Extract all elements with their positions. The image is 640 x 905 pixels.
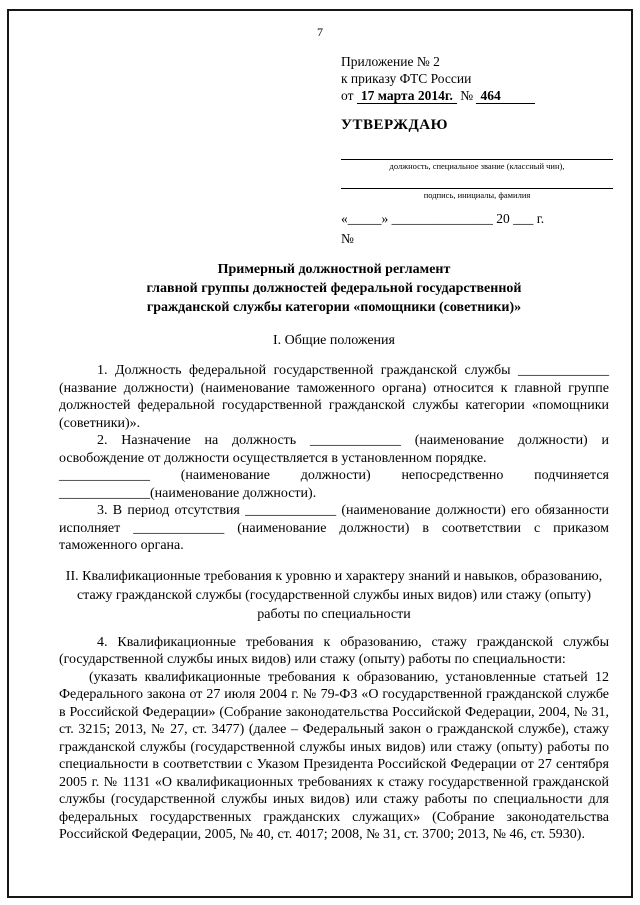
annex-number-value: 464 [476,88,534,104]
approval-date-blank-line: «_____» _______________ 20 ___ г. [341,211,545,226]
document-title [59,260,609,317]
signature-line-position [341,134,613,160]
section-2-heading: II. Квалификационные требования к уровню и характеру знаний и навыков, образованию, стажу гражданской службы (государственной службы иных видов) или стажу (опыту) работы по специальности [65,568,603,622]
annex-line-1: Приложение № 2 [341,54,440,69]
document-title-line-1: Примерный должностной регламент [217,262,451,277]
paragraph-4: 4. Квалификационные требования к образованию, стажу гражданской службы (государственной службы иных видов) или стажу (опыту) работы по специальности: [59,634,609,667]
section-1-heading: I. Общие положения [273,333,395,348]
annex-number-label: № [460,88,474,103]
signature-caption-name: подпись, инициалы, фамилия [423,190,531,200]
document-title-line-2: главной группы должностей федеральной государственной [146,281,522,296]
document-title-line-3: гражданской службы категории «помощники (советники)» [146,300,522,315]
paragraph-2-continued: _____________ (наименование должности) непосредственно подчиняется _____________(наименование должности). [59,468,609,501]
paragraph-2: 2. Назначение на должность _____________ (наименование должности) и освобождение от должности осуществляется в установленном порядке. [59,433,609,466]
annex-from-label: от [341,88,354,103]
page-number: 7 [317,25,323,39]
paragraph-3: 3. В период отсутствия _____________ (наименование должности) его обязанности исполняет _____________ (наименование должности) в соответствии с приказом таможенного органа. [59,503,609,553]
annex-order-line [341,87,613,104]
approval-title: УТВЕРЖДАЮ [341,117,449,133]
annex-line-2: к приказу ФТС России [341,71,472,86]
paragraph-5: (указать квалификационные требования к образованию, установленные статьей 12 Федерального закона от 27 июля 2004 г. № 79-ФЗ «О государственной гражданской службе в Российской Федерации» (Собрание законодательства Российской Федерации, 2004, № 31, ст. 3215; 2013, № 27, ст. 3477) (далее – Федеральный закон о гражданской службе), стажу гражданской службы (государственной службы иных видов) или стажу (опыту) работы по специальности в соответствии с Указом Президента Российской Федерации от 27 сентября 2005 г. № 1131 «О квалификационных требованиях к стажу государственной гражданской службы (государственной службы иных видов) или стажу работы по специальности для федеральных государственных гражданских служащих» (Собрание законодательства Российской Федерации, 2005, № 40, ст. 4017; 2008, № 31, ст. 3700; 2013, № 46, ст. 5930). [59,669,609,842]
document-content [9,39,631,844]
annex-date-value: 17 марта 2014г. [357,88,457,104]
approval-number-label: № [341,231,354,246]
document-page [7,9,633,898]
signature-line-name [341,172,613,189]
paragraph-1: 1. Должность федеральной государственной гражданской службы _____________ (название должности) (наименование таможенного органа) относится к главной группе должностей федеральной государственной гражданской службы категории «помощники (советники)». [59,363,609,431]
annex-approval-block [341,53,613,247]
signature-caption-position: должность, специальное звание (классный чин), [389,161,565,171]
